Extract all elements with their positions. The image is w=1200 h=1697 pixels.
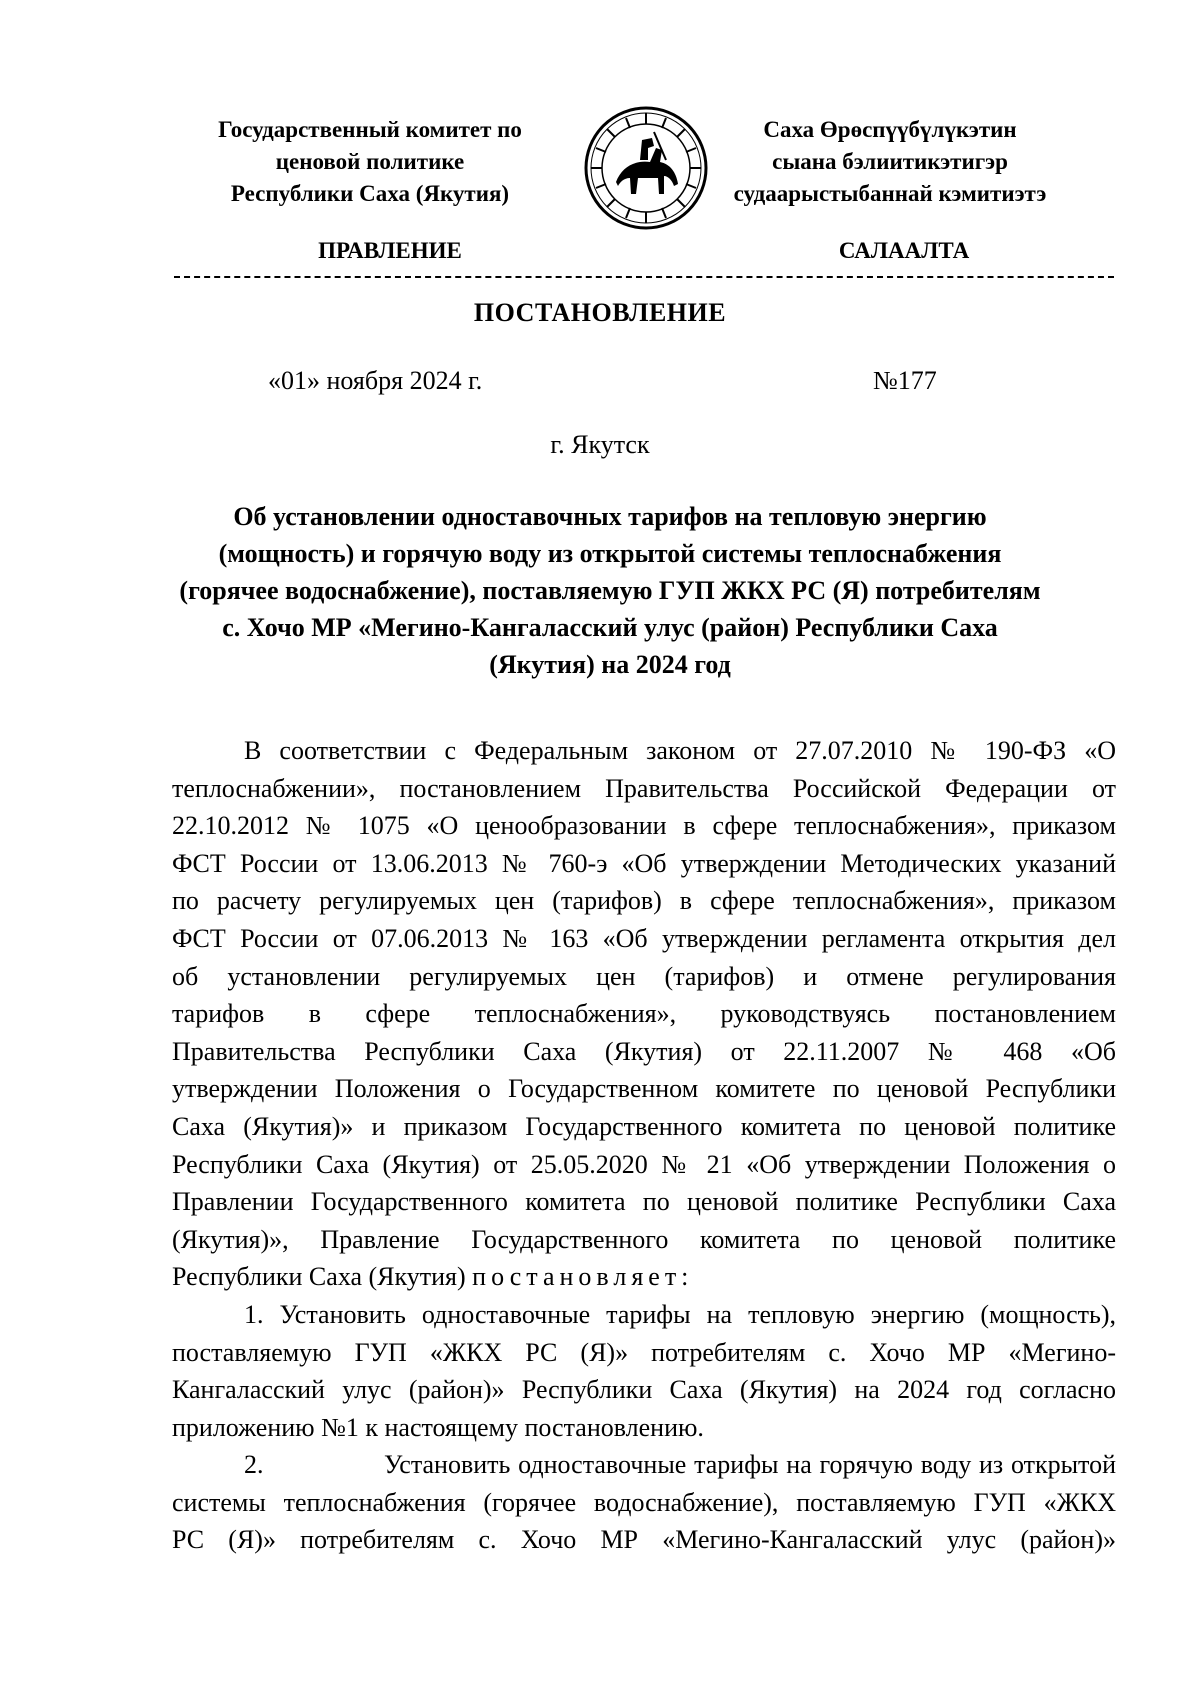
subject-line: (Якутия) на 2024 год <box>489 650 731 679</box>
header-sah-line: Саха Өрөспүүбүлүкэтин <box>763 117 1017 142</box>
preamble-line: 22.10.2012 № 1075 «О ценообразовании в сфере теплоснабжения», приказом <box>172 811 1116 841</box>
subject-line: Об установлении одноставочных тарифов на тепловую энергию <box>233 502 987 531</box>
item1-line: приложению №1 к настоящему постановлению. <box>172 1412 704 1442</box>
item1-line: 1. Установить одноставочные тарифы на тепловую энергию (мощность), <box>244 1299 1116 1329</box>
document-number: №177 <box>873 366 937 395</box>
preamble-line: Республики Саха (Якутия) от 25.05.2020 № 21 «Об утверждении Положения о <box>172 1149 1116 1179</box>
decree-word: постановляет: <box>472 1262 694 1292</box>
board-title-sah: САЛААЛТА <box>838 238 970 263</box>
item2-line: РС (Я)» потребителям с. Хочо МР «Мегино-Кангаласский улус (район)» <box>172 1525 1116 1555</box>
preamble-line: Саха (Якутия)» и приказом Государственного комитета по ценовой политике <box>172 1111 1116 1141</box>
preamble-line: Правительства Республики Саха (Якутия) от 22.11.2007 № 468 «Об <box>172 1036 1116 1066</box>
board-title-ru: ПРАВЛЕНИЕ <box>318 238 462 263</box>
header-ru-line: ценовой политике <box>275 149 465 174</box>
preamble-line: Правлении Государственного комитета по ценовой политике Республики Саха <box>172 1187 1116 1217</box>
document-body <box>172 732 1116 1559</box>
preamble-line: ФСТ России от 13.06.2013 № 760-э «Об утверждении Методических указаний <box>172 848 1116 878</box>
subject-line: (мощность) и горячую воду из открытой системы теплоснабжения <box>218 539 1002 568</box>
document-city: г. Якутск <box>550 430 650 459</box>
header-ru <box>170 114 570 210</box>
dashed-separator <box>174 276 1114 278</box>
preamble-final-text: Республики Саха (Якутия) <box>172 1262 466 1292</box>
item2-first-text: Установить одноставочные тарифы на горячую воду из открытой <box>384 1450 1116 1480</box>
header-sah <box>690 114 1090 210</box>
preamble-line: тарифов в сфере теплоснабжения», руководствуясь постановлением <box>172 999 1116 1029</box>
item1-line: Кангаласский улус (район)» Республики Саха (Якутия) на 2024 год согласно <box>172 1375 1116 1405</box>
item2-number: 2. <box>244 1450 264 1480</box>
preamble-line: теплоснабжении», постановлением Правительства Российской Федерации от <box>172 773 1116 803</box>
preamble-line: ФСТ России от 07.06.2013 № 163 «Об утверждении регламента открытия дел <box>172 923 1116 953</box>
subject-line: с. Хочо МР «Мегино-Кангаласский улус (район) Республики Саха <box>222 613 998 642</box>
preamble-line: В соответствии с Федеральным законом от 27.07.2010 № 190-ФЗ «О <box>244 736 1116 765</box>
document-subject <box>170 498 1050 683</box>
document-date: «01» ноября 2024 г. <box>268 366 483 395</box>
document-title: ПОСТАНОВЛЕНИЕ <box>473 298 727 327</box>
preamble-line: по расчету регулируемых цен (тарифов) в сфере теплоснабжения», приказом <box>172 886 1116 916</box>
preamble-line: (Якутия)», Правление Государственного комитета по ценовой политике <box>172 1224 1116 1254</box>
header-ru-line: Государственный комитет по <box>218 117 522 142</box>
header-sah-line: судаарыстыбаннай кэмитиэтэ <box>733 181 1047 206</box>
preamble-final-line <box>172 1258 1116 1296</box>
item2-first-line <box>172 1446 1116 1484</box>
header-sah-line: сыана бэлиитикэтигэр <box>772 149 1008 174</box>
preamble-line: об установлении регулируемых цен (тарифов) и отмене регулирования <box>172 961 1116 991</box>
header-ru-line: Республики Саха (Якутия) <box>230 181 510 206</box>
subject-line: (горячее водоснабжение), поставляемую ГУП ЖКХ РС (Я) потребителям <box>179 576 1041 605</box>
item1-line: поставляемую ГУП «ЖКХ РС (Я)» потребителям с. Хочо МР «Мегино- <box>172 1337 1116 1367</box>
preamble-line: утверждении Положения о Государственном комитете по ценовой Республики <box>172 1074 1116 1104</box>
item2-line: системы теплоснабжения (горячее водоснабжение), поставляемую ГУП «ЖКХ <box>172 1487 1116 1517</box>
